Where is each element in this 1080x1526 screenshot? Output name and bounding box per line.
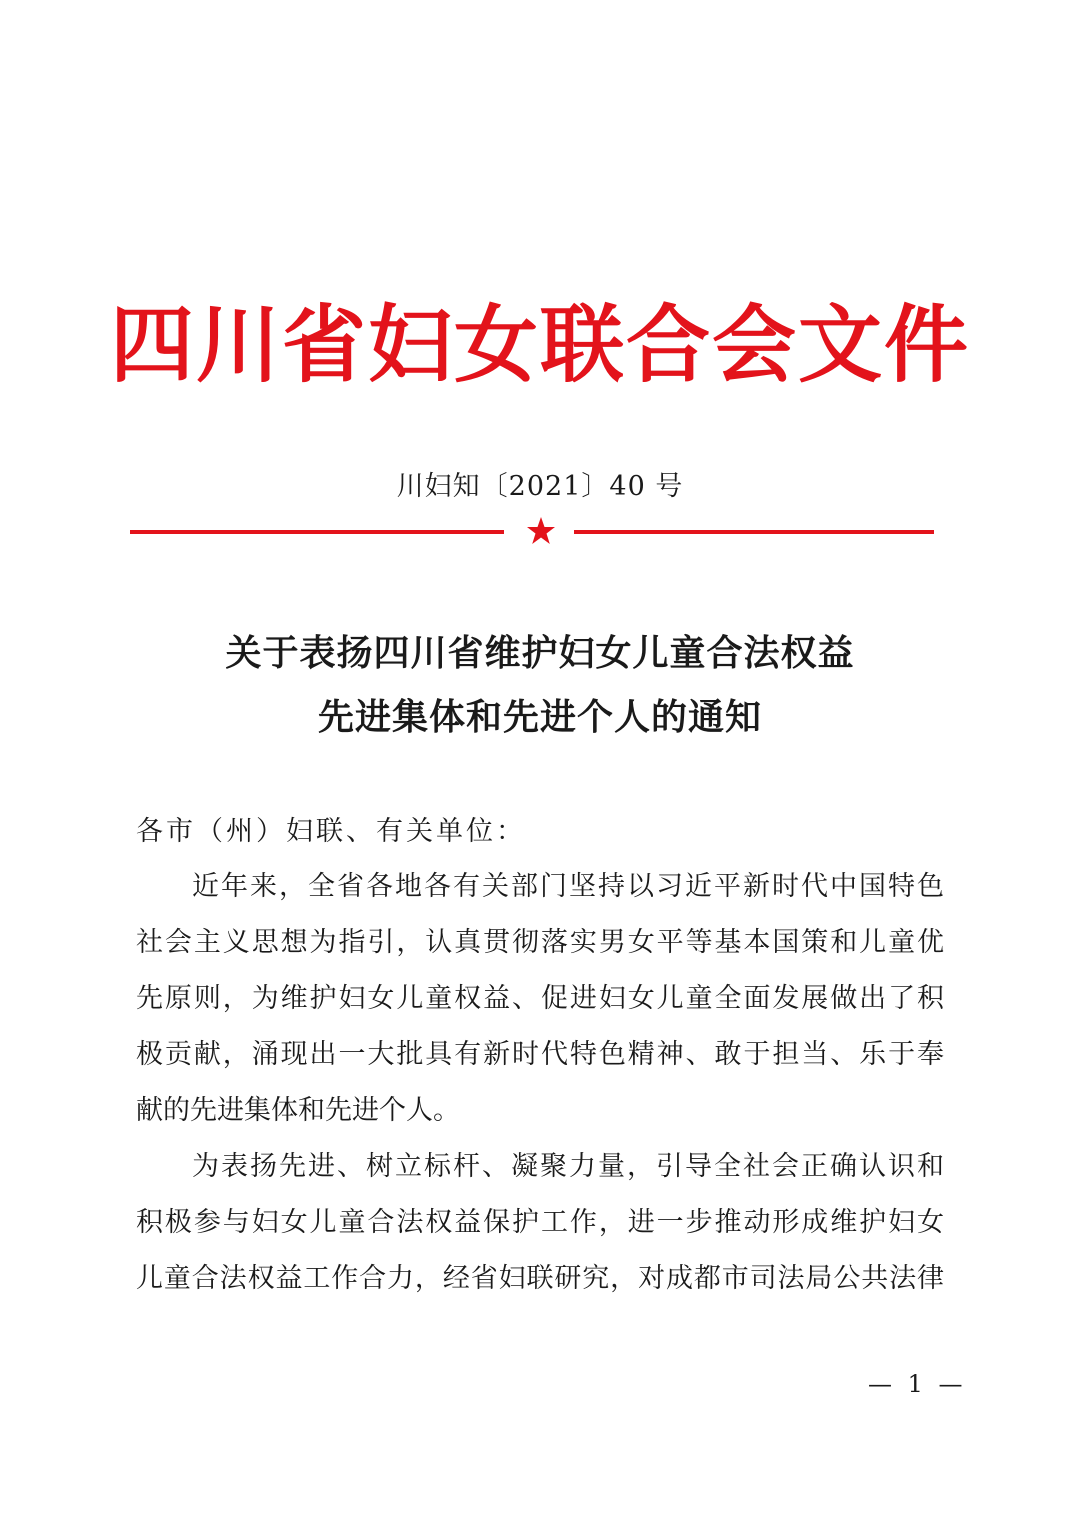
org-header-title: 四川省妇女联合会文件: [109, 296, 970, 394]
paragraph-1-line-1: 近年来，全省各地各有关部门坚持以习近平新时代中国特色: [192, 871, 944, 902]
star-icon: [526, 516, 556, 546]
salutation: 各市（州）妇联、有关单位：: [136, 816, 526, 847]
notice-title-line-1: 关于表扬四川省维护妇女儿童合法权益: [225, 632, 855, 674]
paragraph-2-line-3: 儿童合法权益工作合力，经省妇联研究，对成都市司法局公共法律: [136, 1263, 944, 1294]
page-number: — 1 —: [868, 1370, 967, 1398]
notice-title-line-2: 先进集体和先进个人的通知: [317, 696, 762, 738]
paragraph-1-line-3: 先原则，为维护妇女儿童权益、促进妇女儿童全面发展做出了积: [136, 983, 944, 1014]
paragraph-2-line-2: 积极参与妇女儿童合法权益保护工作，进一步推动形成维护妇女: [136, 1207, 944, 1238]
paragraph-2-line-1: 为表扬先进、树立标杆、凝聚力量，引导全社会正确认识和: [192, 1151, 944, 1182]
red-divider-left: [130, 530, 504, 534]
star-shape: [527, 517, 555, 544]
red-divider-right: [574, 530, 934, 534]
paragraph-1-line-4: 极贡献，涌现出一大批具有新时代特色精神、敢于担当、乐于奉: [136, 1039, 944, 1070]
paragraph-1-line-2: 社会主义思想为指引，认真贯彻落实男女平等基本国策和儿童优: [136, 927, 944, 958]
document-number: 川妇知〔2021〕40 号: [396, 471, 684, 502]
paragraph-1-line-5: 献的先进集体和先进个人。: [136, 1095, 460, 1126]
